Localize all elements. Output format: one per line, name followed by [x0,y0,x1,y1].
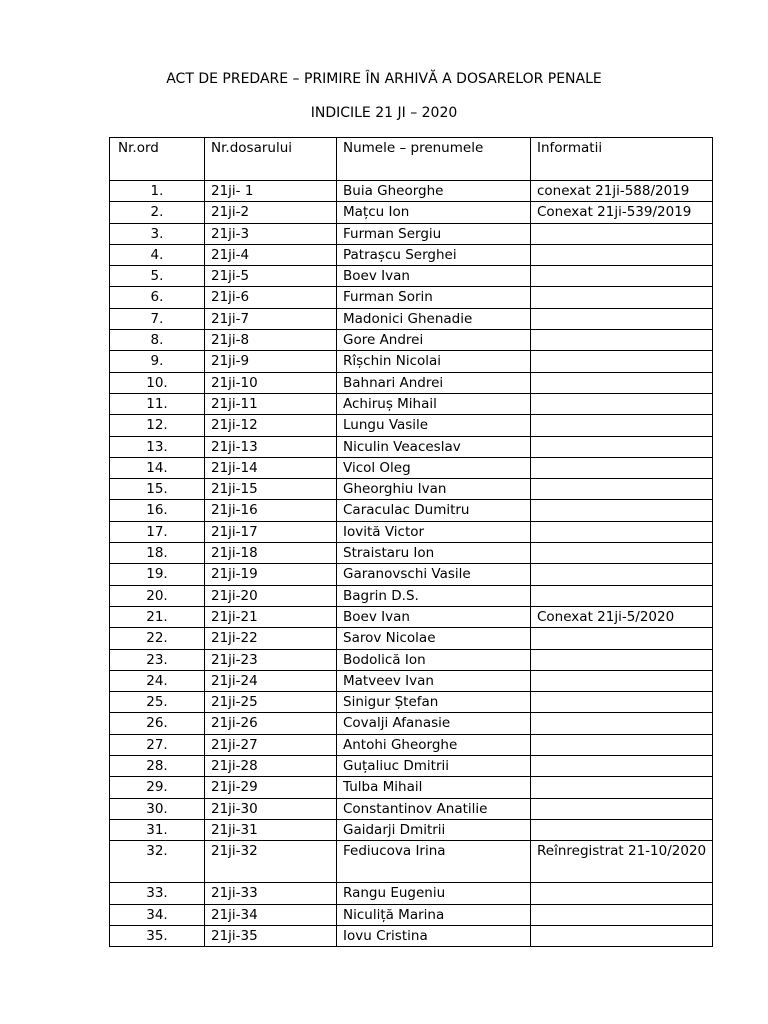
cell-nume-prenume: Iovită Victor [337,521,531,542]
cell-nr-ord: 30. [110,798,205,819]
table-row [110,308,713,329]
table-row [110,904,713,925]
cell-nr-ord: 24. [110,670,205,691]
table-row [110,585,713,606]
cell-nr-ord: 28. [110,756,205,777]
cell-nume-prenume: Lungu Vasile [337,415,531,436]
cell-nr-ord: 7. [110,308,205,329]
cell-informatii [531,564,713,585]
cell-nume-prenume: Sarov Nicolae [337,628,531,649]
cell-nr-ord: 21. [110,606,205,627]
cell-nume-prenume: Madonici Ghenadie [337,308,531,329]
table-row [110,670,713,691]
cell-informatii [531,223,713,244]
table-row [110,606,713,627]
cell-nr-dosarului: 21ji-31 [205,819,337,840]
cell-informatii [531,457,713,478]
cell-nr-ord: 32. [110,841,205,883]
cell-informatii [531,415,713,436]
cell-nr-ord: 33. [110,883,205,904]
cell-nr-dosarului: 21ji-12 [205,415,337,436]
cell-nume-prenume: Bodolică Ion [337,649,531,670]
cell-nr-dosarului: 21ji-2 [205,202,337,223]
cell-nr-ord: 11. [110,393,205,414]
cell-nr-dosarului: 21ji-10 [205,372,337,393]
table-row [110,883,713,904]
table-row [110,543,713,564]
cell-informatii [531,393,713,414]
cell-nr-dosarului: 21ji-23 [205,649,337,670]
cell-nr-ord: 22. [110,628,205,649]
table-body [110,181,713,947]
table-row [110,734,713,755]
table-row [110,756,713,777]
cell-informatii [531,372,713,393]
cell-informatii [531,713,713,734]
cell-nr-dosarului: 21ji-9 [205,351,337,372]
cell-nume-prenume: Boev Ivan [337,606,531,627]
cell-nume-prenume: Mațcu Ion [337,202,531,223]
cell-nr-ord: 3. [110,223,205,244]
cell-informatii [531,777,713,798]
cell-nr-dosarului: 21ji-5 [205,266,337,287]
cell-nr-dosarului: 21ji-13 [205,436,337,457]
header-nr-ord: Nr.ord [110,138,205,181]
cell-nr-dosarului: 21ji-16 [205,500,337,521]
cell-nr-dosarului: 21ji-21 [205,606,337,627]
header-nr-dosarului: Nr.dosarului [205,138,337,181]
table-row [110,351,713,372]
cell-informatii [531,925,713,946]
table-header-row [110,138,713,181]
table-row [110,713,713,734]
cell-nume-prenume: Patrașcu Serghei [337,244,531,265]
cell-nume-prenume: Tulba Mihail [337,777,531,798]
cell-nume-prenume: Guțaliuc Dmitrii [337,756,531,777]
cell-nr-ord: 23. [110,649,205,670]
cell-nr-ord: 34. [110,904,205,925]
cell-nr-dosarului: 21ji-26 [205,713,337,734]
archive-table [109,137,713,947]
cell-nr-dosarului: 21ji-28 [205,756,337,777]
cell-nr-ord: 20. [110,585,205,606]
cell-nr-ord: 8. [110,330,205,351]
table-row [110,521,713,542]
document-subtitle: INDICILE 21 JI – 2020 [310,105,458,121]
header-nume-prenume: Numele – prenumele [337,138,531,181]
cell-nr-ord: 27. [110,734,205,755]
table-row [110,244,713,265]
cell-informatii [531,308,713,329]
cell-nr-dosarului: 21ji-18 [205,543,337,564]
table-row [110,223,713,244]
cell-nume-prenume: Buia Gheorghe [337,181,531,202]
cell-nr-dosarului: 21ji-30 [205,798,337,819]
cell-informatii: Conexat 21ji-539/2019 [531,202,713,223]
table-row [110,500,713,521]
cell-nr-ord: 9. [110,351,205,372]
cell-nume-prenume: Fediucova Irina [337,841,531,883]
cell-informatii [531,883,713,904]
cell-nume-prenume: Covalji Afanasie [337,713,531,734]
cell-nr-ord: 5. [110,266,205,287]
cell-nr-ord: 10. [110,372,205,393]
cell-nr-ord: 31. [110,819,205,840]
cell-nume-prenume: Antohi Gheorghe [337,734,531,755]
cell-informatii [531,330,713,351]
cell-informatii: Conexat 21ji-5/2020 [531,606,713,627]
table-row [110,925,713,946]
cell-nume-prenume: Iovu Cristina [337,925,531,946]
cell-informatii [531,521,713,542]
cell-informatii [531,500,713,521]
cell-nume-prenume: Gore Andrei [337,330,531,351]
cell-nume-prenume: Rangu Eugeniu [337,883,531,904]
cell-nr-dosarului: 21ji-35 [205,925,337,946]
cell-nr-ord: 26. [110,713,205,734]
cell-nr-dosarului: 21ji-11 [205,393,337,414]
cell-nume-prenume: Straistaru Ion [337,543,531,564]
table-row [110,181,713,202]
cell-nr-dosarului: 21ji-24 [205,670,337,691]
cell-nr-dosarului: 21ji-7 [205,308,337,329]
cell-informatii [531,819,713,840]
cell-nume-prenume: Constantinov Anatilie [337,798,531,819]
table-row [110,415,713,436]
cell-nume-prenume: Furman Sergiu [337,223,531,244]
cell-informatii [531,543,713,564]
cell-nr-dosarului: 21ji-29 [205,777,337,798]
cell-informatii [531,628,713,649]
document-title: ACT DE PREDARE – PRIMIRE ÎN ARHIVĂ A DOSARELOR PENALE [166,71,602,87]
table-row [110,287,713,308]
cell-nr-dosarului: 21ji-32 [205,841,337,883]
cell-nr-dosarului: 21ji-33 [205,883,337,904]
cell-nume-prenume: Boev Ivan [337,266,531,287]
cell-nr-dosarului: 21ji-20 [205,585,337,606]
table-row [110,393,713,414]
table-row [110,628,713,649]
cell-nr-ord: 35. [110,925,205,946]
table-row [110,457,713,478]
cell-nr-ord: 12. [110,415,205,436]
cell-nr-ord: 2. [110,202,205,223]
cell-nume-prenume: Niculiță Marina [337,904,531,925]
cell-nr-dosarului: 21ji-14 [205,457,337,478]
cell-nume-prenume: Vicol Oleg [337,457,531,478]
table-row [110,798,713,819]
table-row [110,649,713,670]
cell-nr-dosarului: 21ji-6 [205,287,337,308]
cell-informatii: Reînregistrat 21-10/2020 [531,841,713,883]
cell-nr-ord: 17. [110,521,205,542]
cell-informatii [531,479,713,500]
header-informatii: Informatii [531,138,713,181]
table-row [110,436,713,457]
table-row [110,202,713,223]
cell-nr-ord: 19. [110,564,205,585]
cell-informatii [531,585,713,606]
cell-nume-prenume: Sinigur Ștefan [337,692,531,713]
cell-nr-dosarului: 21ji-15 [205,479,337,500]
cell-nume-prenume: Gheorghiu Ivan [337,479,531,500]
cell-informatii [531,756,713,777]
cell-nr-ord: 29. [110,777,205,798]
cell-informatii [531,266,713,287]
cell-nr-ord: 4. [110,244,205,265]
cell-nr-dosarului: 21ji-3 [205,223,337,244]
cell-nume-prenume: Bahnari Andrei [337,372,531,393]
cell-nr-dosarului: 21ji-19 [205,564,337,585]
cell-nr-ord: 1. [110,181,205,202]
table-row [110,479,713,500]
cell-nume-prenume: Bagrin D.S. [337,585,531,606]
table-row [110,330,713,351]
cell-nr-dosarului: 21ji-4 [205,244,337,265]
cell-nr-ord: 16. [110,500,205,521]
table-row [110,692,713,713]
cell-nr-dosarului: 21ji-22 [205,628,337,649]
cell-nume-prenume: Gaidarji Dmitrii [337,819,531,840]
cell-informatii [531,351,713,372]
cell-nr-ord: 25. [110,692,205,713]
cell-nr-dosarului: 21ji-8 [205,330,337,351]
table-row [110,777,713,798]
cell-informatii: conexat 21ji-588/2019 [531,181,713,202]
cell-nume-prenume: Niculin Veaceslav [337,436,531,457]
cell-nr-dosarului: 21ji-25 [205,692,337,713]
cell-informatii [531,436,713,457]
cell-nume-prenume: Caraculac Dumitru [337,500,531,521]
cell-nr-dosarului: 21ji-34 [205,904,337,925]
cell-nr-dosarului: 21ji-17 [205,521,337,542]
cell-informatii [531,692,713,713]
cell-nr-ord: 15. [110,479,205,500]
cell-informatii [531,244,713,265]
cell-nume-prenume: Achiruș Mihail [337,393,531,414]
cell-nr-dosarului: 21ji- 1 [205,181,337,202]
cell-informatii [531,798,713,819]
cell-nr-ord: 13. [110,436,205,457]
cell-informatii [531,287,713,308]
cell-informatii [531,649,713,670]
cell-nume-prenume: Furman Sorin [337,287,531,308]
cell-informatii [531,904,713,925]
cell-informatii [531,734,713,755]
table-row [110,266,713,287]
cell-nr-ord: 6. [110,287,205,308]
cell-nr-dosarului: 21ji-27 [205,734,337,755]
table-row [110,564,713,585]
table-row [110,372,713,393]
cell-nume-prenume: Rîșchin Nicolai [337,351,531,372]
cell-nume-prenume: Garanovschi Vasile [337,564,531,585]
cell-nume-prenume: Matveev Ivan [337,670,531,691]
cell-informatii [531,670,713,691]
table-row [110,819,713,840]
cell-nr-ord: 18. [110,543,205,564]
cell-nr-ord: 14. [110,457,205,478]
table-row [110,841,713,883]
